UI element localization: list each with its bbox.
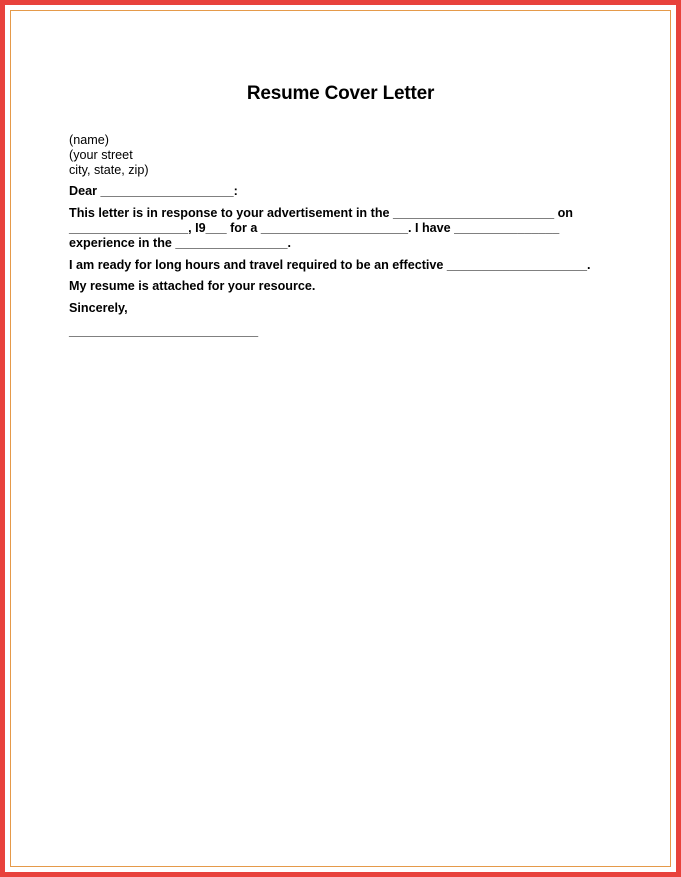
page-inner-border bbox=[10, 10, 671, 867]
paragraph-2: I am ready for long hours and travel required to be an effective ____________________. bbox=[69, 258, 591, 272]
paragraph-3: My resume is attached for your resource. bbox=[69, 279, 316, 293]
sender-city-state-zip: city, state, zip) bbox=[69, 163, 149, 177]
salutation: Dear ___________________: bbox=[69, 184, 238, 198]
paragraph-1-line-2: _________________, I9___ for a _____________________. I have _______________ bbox=[69, 221, 560, 235]
document-title: Resume Cover Letter bbox=[246, 83, 435, 104]
paragraph-1-line-1: This letter is in response to your advertisement in the _______________________ on bbox=[69, 206, 573, 220]
closing: Sincerely, bbox=[69, 301, 128, 315]
sender-name: (name) bbox=[69, 133, 109, 147]
paragraph-1-line-3: experience in the ________________. bbox=[69, 236, 291, 250]
signature-line: ___________________________ bbox=[69, 324, 259, 338]
sender-street: (your street bbox=[69, 148, 133, 162]
